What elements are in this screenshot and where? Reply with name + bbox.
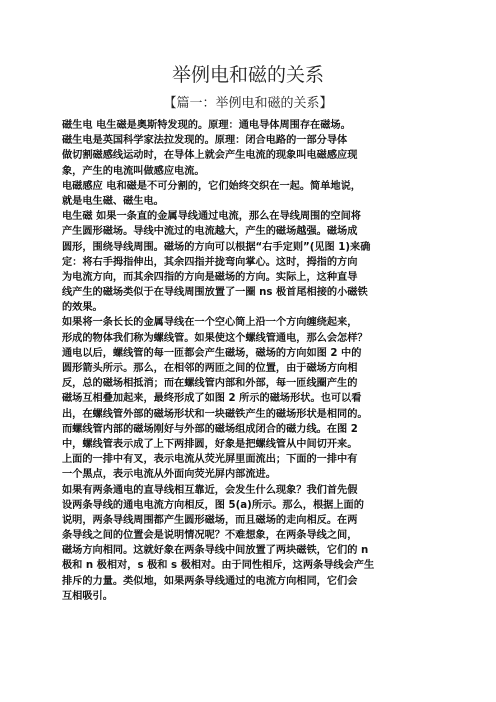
text-line: 线产生的磁场类似于在导线周围放置了一圈 ns 极首尾相接的小磁铁	[62, 287, 368, 299]
text-line: 通电以后，螺线管的每一匝都会产生磁场，磁场的方向如图 2 中的	[62, 347, 362, 359]
text-line: 磁场方向相同。这就好象在两条导线中间放置了两块磁铁，它们的 n	[62, 545, 369, 557]
text-line: 出，在螺线管外部的磁场形状和一块磁铁产生的磁场形状是相同的。	[62, 408, 368, 420]
text-line: 说明，两条导线周围都产生圆形磁场，而且磁场的走向相反。在两	[62, 514, 358, 526]
text-line: 排斥的力量。类似地，如果两条导线通过的电流方向相同，它们会	[62, 575, 358, 587]
text-line: 一个黑点，表示电流从外面向荧光屏内部流进。	[62, 469, 276, 481]
text-line: 象，产生的电流叫做感应电流。	[62, 165, 205, 177]
text-line: 磁场互相叠加起来，最终形成了如图 2 所示的磁场形状。也可以看	[62, 393, 362, 405]
text-line: 上面的一排中有叉，表示电流从荧光屏里面流出；下面的一排中有	[62, 454, 358, 466]
text-line: 电生磁 如果一条直的金属导线通过电流，那么在导线周围的空间将	[62, 211, 361, 223]
text-line: 设两条导线的通电电流方向相反，图 5(a)所示。那么，根据上面的	[62, 499, 364, 511]
text-line: 圆形箭头所示。那么，在相邻的两匝之间的位置，由于磁场方向相	[62, 363, 358, 374]
body-text	[62, 118, 446, 604]
text-line: 极和 n 极相对，s 极和 s 极相对。由于同性相斥，这两条导线会产生	[62, 560, 375, 572]
section-heading: 【篇一：举例电和磁的关系】	[163, 96, 333, 111]
text-line: 做切割磁感线运动时，在导体上就会产生电流的现象叫电磁感应现	[62, 150, 358, 162]
page-title: 举例电和磁的关系	[171, 64, 324, 86]
text-line: 的效果。	[62, 302, 103, 314]
text-line: 而螺线管内部的磁场刚好与外部的磁场组成闭合的磁力线。在图 2	[62, 423, 358, 435]
text-line: 形成的物体我们称为螺线管。如果使这个螺线管通电，那么会怎样？	[62, 332, 368, 344]
text-line: 产生圆形磁场。导线中流过的电流越大，产生的磁场越强。磁场成	[62, 226, 358, 238]
text-line: 就是电生磁、磁生电。	[62, 195, 164, 207]
text-line: 中，螺线管表示成了上下两排圆，好象是把螺线管从中间切开来。	[62, 438, 358, 450]
text-line: 电磁感应 电和磁是不可分割的，它们始终交织在一起。简单地说，	[62, 180, 361, 192]
text-line: 如果有两条通电的直导线相互靠近，会发生什么现象？我们首先假	[62, 484, 358, 496]
text-line: 条导线之间的位置会是说明情况呢？不难想象，在两条导线之间，	[62, 530, 358, 542]
text-line: 如果将一条长长的金属导线在一个空心筒上沿一个方向缠绕起来，	[62, 317, 358, 329]
text-line: 为电流方向，而其余四指的方向是磁场的方向。实际上，这种直导	[62, 271, 358, 283]
text-line: 圆形，围绕导线周围。磁场的方向可以根据“右手定则”(见图 1)来确	[62, 241, 371, 253]
text-line: 磁生电是英国科学家法拉发现的。原理：闭合电路的一部分导体	[62, 135, 348, 147]
text-line: 定：将右手拇指伸出，其余四指并拢弯向掌心。这时，拇指的方向	[62, 256, 358, 268]
text-line: 磁生电 电生磁是奥斯特发现的。原理：通电导体周围存在磁场。	[62, 120, 351, 131]
text-line: 反，总的磁场相抵消；而在螺线管内部和外部，每一匝线圈产生的	[62, 378, 358, 390]
text-line: 互相吸引。	[62, 590, 113, 602]
